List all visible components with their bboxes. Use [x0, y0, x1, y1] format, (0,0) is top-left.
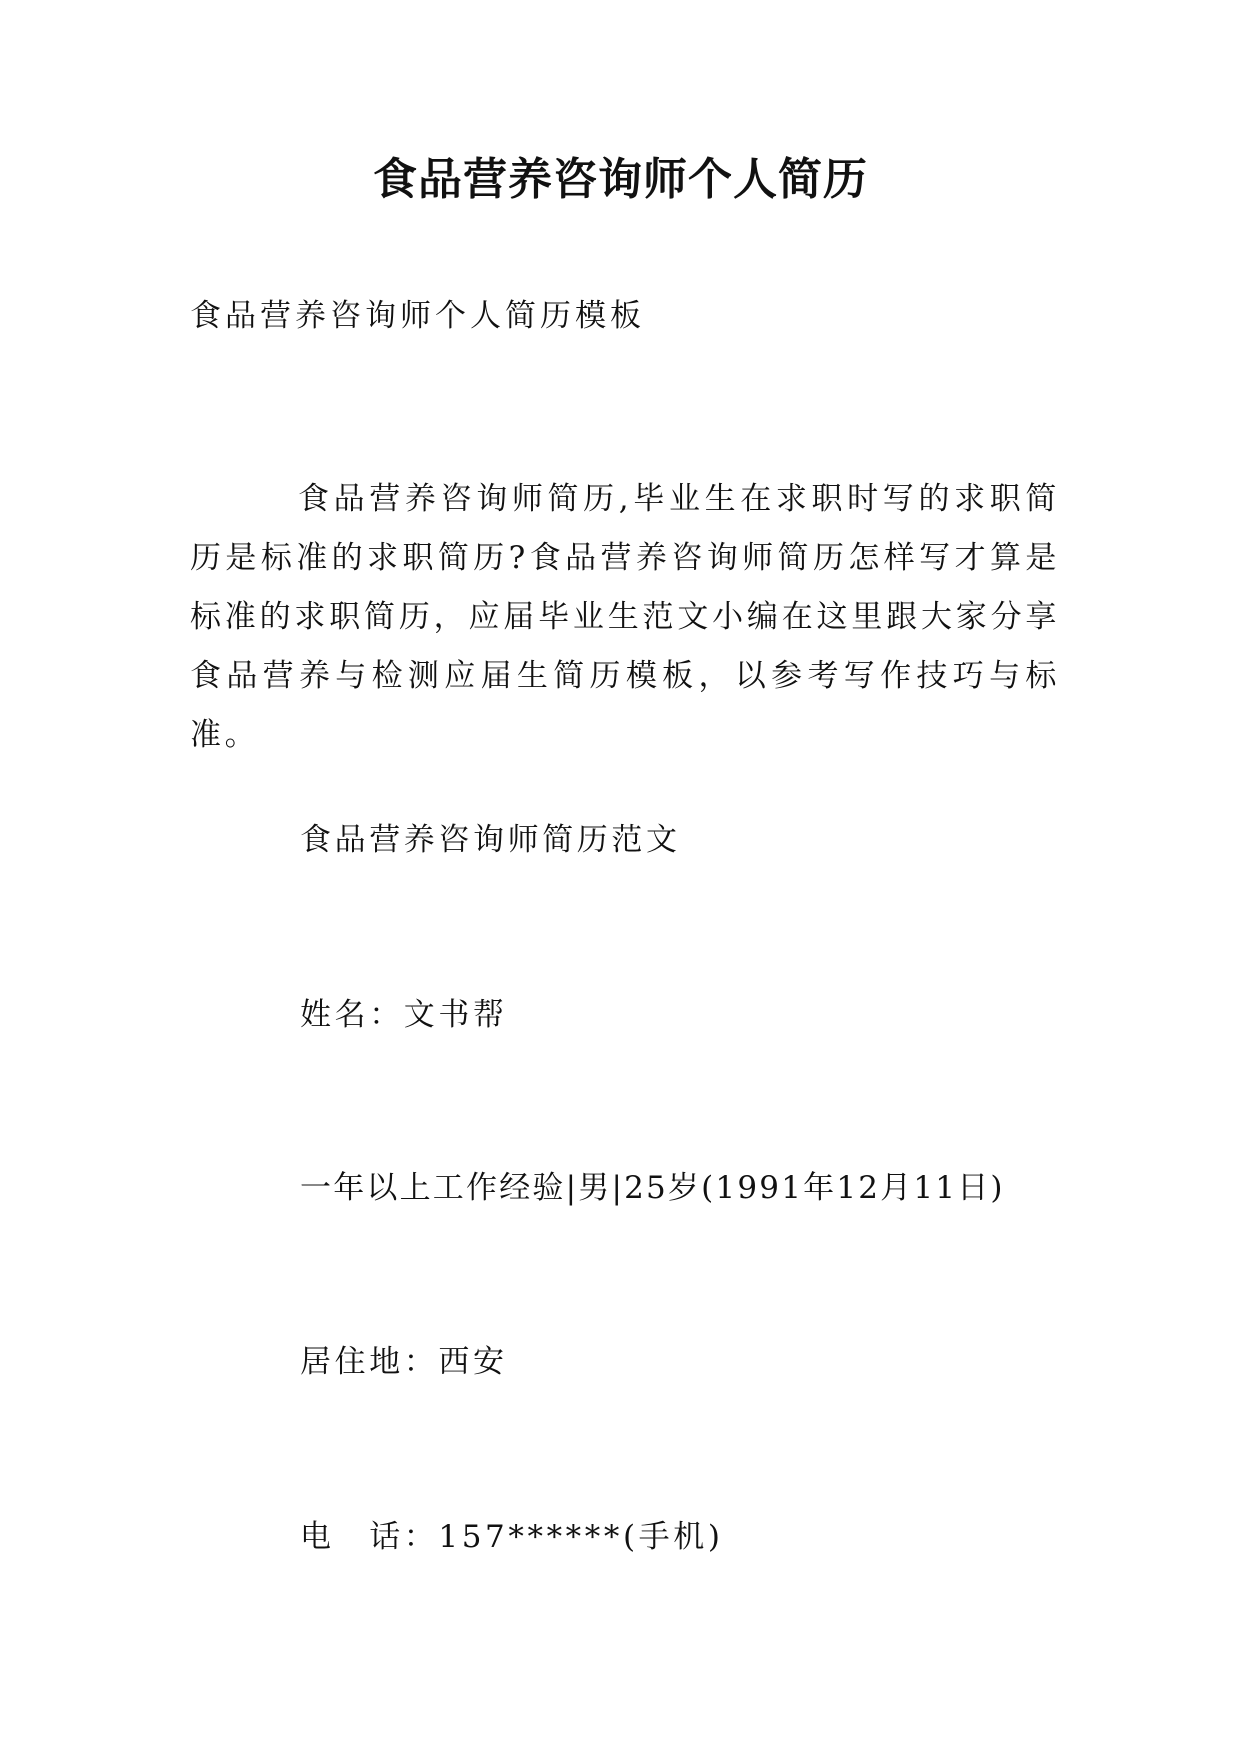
document-title: 食品营养咨询师个人简历	[373, 154, 868, 205]
sample-heading: 食品营养咨询师简历范文	[300, 822, 681, 858]
experience-line: 一年以上工作经验|男|25岁(1991年12月11日)	[300, 1170, 1005, 1206]
residence-line: 居住地：西安	[300, 1344, 508, 1380]
name-line: 姓名：文书帮	[300, 997, 508, 1033]
document-subtitle: 食品营养咨询师个人简历模板	[190, 298, 645, 334]
phone-line: 电 话：157******(手机)	[300, 1519, 724, 1555]
intro-paragraph: 食品营养咨询师简历,毕业生在求职时写的求职简历是标准的求职简历?食品营养咨询师简历怎样写才算是标准的求职简历，应届毕业生范文小编在这里跟大家分享食品营养与检测应届生简历模板，以参考写作技巧与标准。	[190, 481, 1060, 753]
